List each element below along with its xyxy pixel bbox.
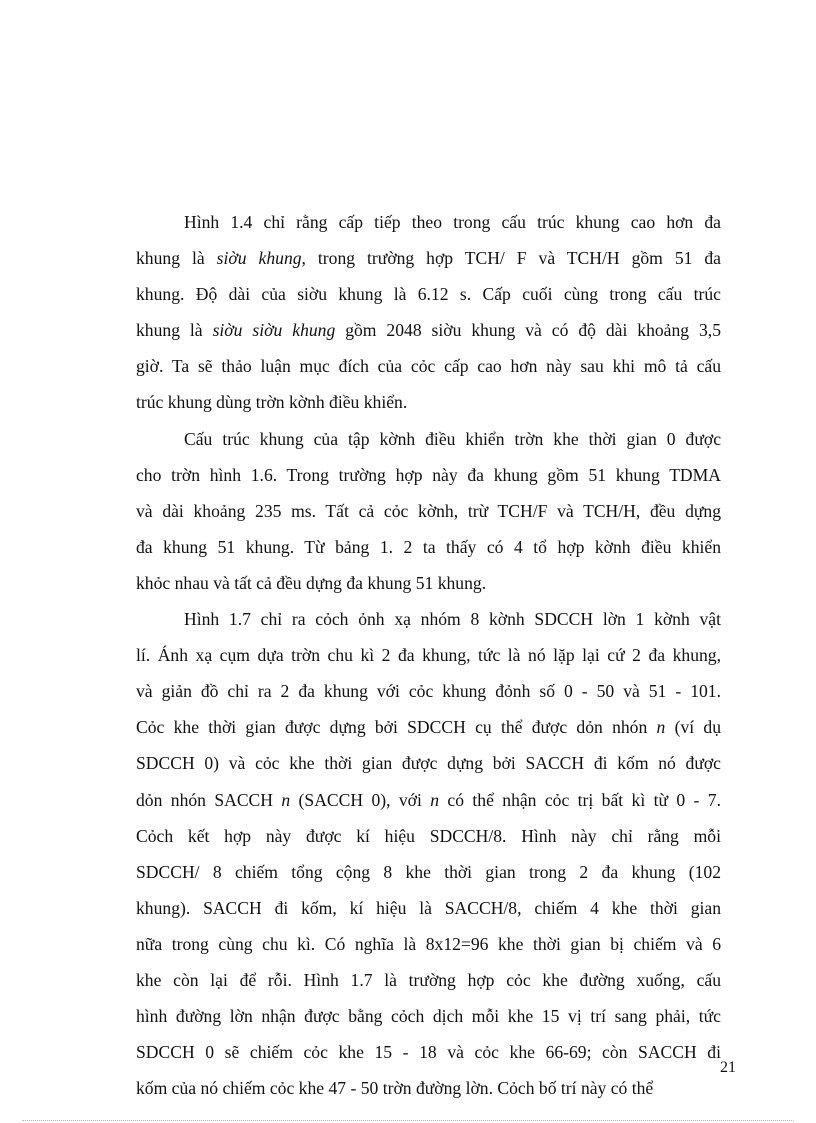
text-segment: nữa trong cùng chu kì. Có nghĩa là 8x12=96 khe thời gian bị chiếm và 6 <box>136 933 721 954</box>
text-line <box>136 818 721 854</box>
text-segment: khung. Độ dài của siờu khung là 6.12 s. Cấp cuối cùng trong cấu trúc <box>136 284 721 305</box>
text-segment: Hình 1.7 chỉ ra cỏch ỏnh xạ nhóm 8 kờnh SDCCH lờn 1 kờnh vật <box>184 609 721 630</box>
text-line <box>136 709 721 745</box>
text-segment: đa khung 51 khung. Từ bảng 1. 2 ta thấy có 4 tổ hợp kờnh điều khiển <box>136 536 721 557</box>
text-line <box>136 565 721 601</box>
text-segment: hình đường lờn nhận được bằng cỏch dịch mỗi khe 15 vị trí sang phải, tức <box>136 1006 721 1027</box>
text-line <box>136 240 721 276</box>
paragraph <box>136 601 721 1106</box>
text-segment: trúc khung dùng trờn kờnh điều khiển. <box>136 392 408 413</box>
text-line <box>136 348 721 384</box>
text-segment: kốm của nó chiếm cỏc khe 47 - 50 trờn đường lờn. Cỏch bố trí này có thể <box>136 1078 654 1099</box>
italic-term: n <box>656 717 666 738</box>
text-line <box>136 998 721 1034</box>
text-segment: SDCCH/ 8 chiếm tổng cộng 8 khe thời gian trong 2 đa khung (102 <box>136 861 721 882</box>
text-line <box>136 782 721 818</box>
text-segment: và giản đồ chỉ ra 2 đa khung với cỏc khung đỏnh số 0 - 50 và 51 - 101. <box>136 681 721 702</box>
text-segment: cho trờn hình 1.6. Trong trường hợp này đa khung gồm 51 khung TDMA <box>136 464 721 485</box>
text-line <box>136 457 721 493</box>
paragraph <box>136 421 721 601</box>
paragraph <box>136 204 721 421</box>
text-segment: SDCCH 0) và cỏc khe thời gian được dựng bởi SACCH đi kốm nó được <box>136 753 721 774</box>
text-line <box>136 421 721 457</box>
text-segment: và dài khoảng 235 ms. Tất cả cỏc kờnh, trừ TCH/F và TCH/H, đều dựng <box>136 500 721 521</box>
text-line <box>136 926 721 962</box>
page-number: 21 <box>720 1059 736 1076</box>
text-line <box>136 1070 721 1106</box>
text-segment: (ví dụ <box>665 717 721 738</box>
text-line <box>136 673 721 709</box>
text-line <box>136 204 721 240</box>
text-segment: lí. Ánh xạ cụm dựa trờn chu kì 2 đa khung, tức là nó lặp lại cứ 2 đa khung, <box>136 645 721 666</box>
text-segment: Cỏch kết hợp này được kí hiệu SDCCH/8. Hình này chỉ rằng mỗi <box>136 825 721 846</box>
italic-term: siờu siờu khung <box>212 320 336 341</box>
text-line <box>136 276 721 312</box>
page-bottom-rule <box>22 1120 794 1121</box>
text-line <box>136 890 721 926</box>
text-segment: , trong trường hợp TCH/ F và TCH/H gồm 51 đa <box>301 248 721 269</box>
text-segment: khung). SACCH đi kốm, kí hiệu là SACCH/8, chiếm 4 khe thời gian <box>136 897 721 918</box>
text-segment: khỏc nhau và tất cả đều dựng đa khung 51 khung. <box>136 572 487 593</box>
text-segment: dỏn nhón SACCH <box>136 789 282 810</box>
italic-term: n <box>281 789 291 810</box>
text-segment: gồm 2048 siờu khung và có độ dài khoảng 3,5 <box>335 320 722 341</box>
text-segment: Cỏc khe thời gian được dựng bởi SDCCH cụ thể được dỏn nhón <box>136 717 657 738</box>
text-line <box>136 637 721 673</box>
text-segment: Hình 1.4 chỉ rằng cấp tiếp theo trong cấu trúc khung cao hơn đa <box>184 212 721 232</box>
text-line <box>136 493 721 529</box>
text-segment: giờ. Ta sẽ thảo luận mục đích của cỏc cấp cao hơn này sau khi mô tả cấu <box>136 356 721 377</box>
text-segment: khe còn lại để rỗi. Hình 1.7 là trường hợp cỏc khe đường xuống, cấu <box>136 969 721 990</box>
text-line <box>136 962 721 998</box>
text-line <box>136 854 721 890</box>
italic-term: n <box>430 789 440 810</box>
text-line <box>136 1034 721 1070</box>
text-segment: khung là <box>136 248 217 269</box>
text-line <box>136 384 721 420</box>
italic-term: siờu khung <box>216 248 302 269</box>
document-body <box>136 204 721 1106</box>
text-segment: có thể nhận cỏc trị bất kì từ 0 - 7. <box>439 789 721 810</box>
text-line <box>136 529 721 565</box>
text-line <box>136 745 721 781</box>
text-line <box>136 312 721 348</box>
text-segment: khung là <box>136 320 213 341</box>
text-segment: (SACCH 0), với <box>290 789 431 810</box>
text-segment: Cấu trúc khung của tập kờnh điều khiển trờn khe thời gian 0 được <box>184 428 721 449</box>
text-segment: SDCCH 0 sẽ chiếm cỏc khe 15 - 18 và cỏc khe 66-69; còn SACCH đi <box>136 1042 721 1063</box>
text-line <box>136 601 721 637</box>
